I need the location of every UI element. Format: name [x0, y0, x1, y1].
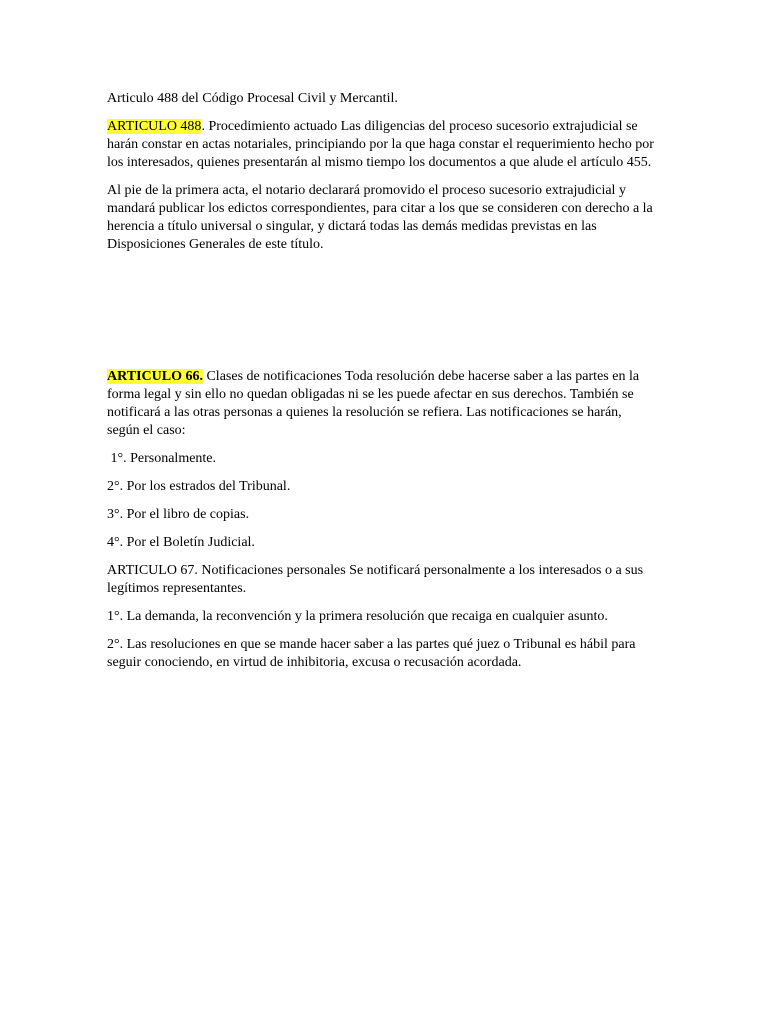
document-page — [107, 90, 657, 682]
list-item-libro-copias: 3°. Por el libro de copias. — [107, 507, 250, 522]
document-heading: Articulo 488 del Código Procesal Civil y Mercantil. — [107, 91, 398, 106]
list-item-estrados: 2°. Por los estrados del Tribunal. — [107, 479, 291, 494]
article-66-paragraph — [107, 368, 657, 440]
article-488-paragraph — [107, 118, 657, 172]
list-item-personalmente: 1°. Personalmente. — [107, 451, 217, 466]
article-67-paragraph: ARTICULO 67. Notificaciones personales Se notificará personalmente a los interesados o a sus legítimos representantes. — [107, 563, 644, 596]
list-item-boletin: 4°. Por el Boletín Judicial. — [107, 535, 255, 550]
article-66-text: Clases de notificaciones Toda resolución debe hacerse saber a las partes en la forma legal y sin ello no quedan obligadas ni se les puede afectar en sus derechos. También se notificará a las otras personas a quienes la resolución se refiera. Las notificaciones se harán, según el caso: — [107, 369, 640, 438]
article-66-label: ARTICULO 66. — [107, 369, 203, 384]
list-item-demanda: 1°. La demanda, la reconvención y la primera resolución que recaiga en cualquier asunto. — [107, 609, 608, 624]
blank-space — [107, 264, 657, 368]
article-488-label: ARTICULO 488 — [107, 119, 202, 134]
list-item-resoluciones: 2°. Las resoluciones en que se mande hacer saber a las partes qué juez o Tribunal es hábil para seguir conociendo, en virtud de inhibitoria, excusa o recusación acordada. — [107, 637, 636, 670]
article-488-paragraph-2: Al pie de la primera acta, el notario declarará promovido el proceso sucesorio extrajudicial y mandará publicar los edictos correspondientes, para citar a los que se consideren con derecho a la herencia a título universal o singular, y dictará todas las demás medidas previstas en las Disposiciones Generales de este título. — [107, 183, 653, 252]
article-488-text: . Procedimiento actuado Las diligencias del proceso sucesorio extrajudicial se harán constar en actas notariales, principiando por la que haga constar el requerimiento hecho por los interesados, quienes presentarán al mismo tiempo los documentos a que alude el artículo 455. — [107, 119, 654, 170]
